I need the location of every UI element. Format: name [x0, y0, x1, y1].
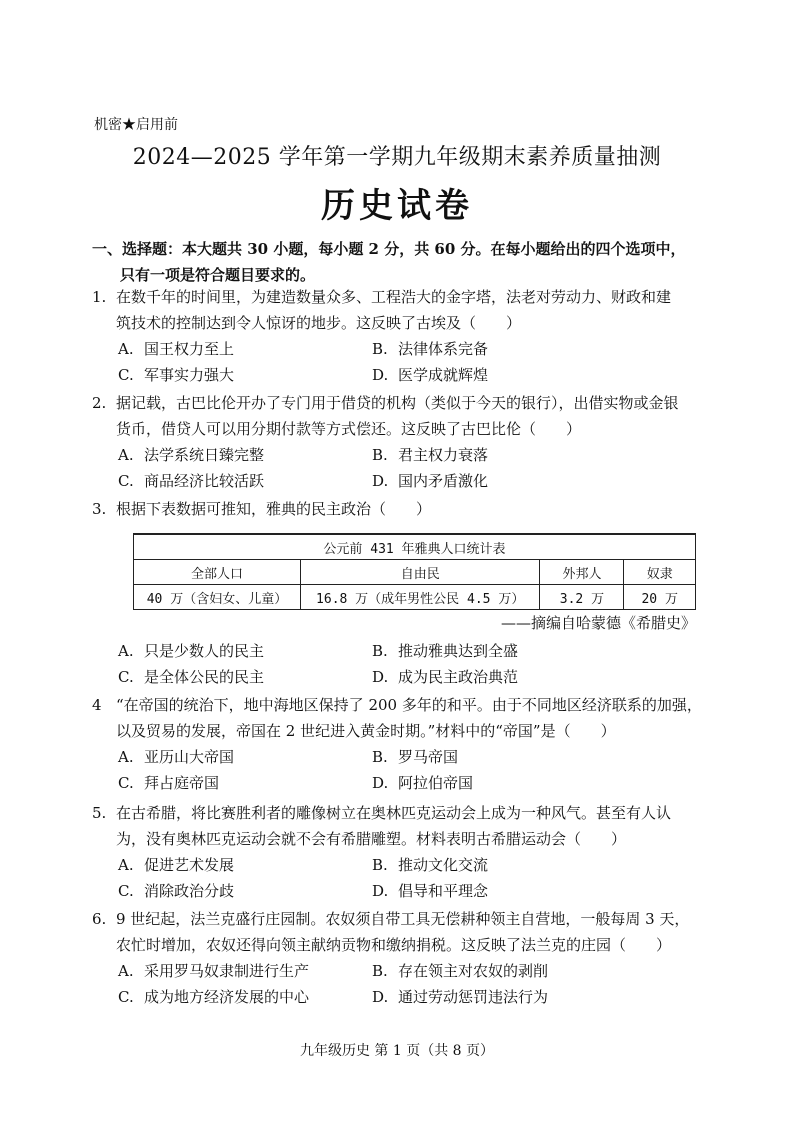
- question-text: 据记载，古巴比伦开办了专门用于借贷的机构（类似于今天的银行），出借实物或金银: [116, 394, 679, 412]
- option-letter: B.: [372, 340, 388, 358]
- section-instructions: [92, 236, 686, 288]
- option-letter: C.: [118, 774, 134, 792]
- question-number: 4: [92, 696, 102, 714]
- question-3: [92, 496, 431, 522]
- option-text: 推动雅典达到全盛: [398, 642, 519, 660]
- option-a: [118, 442, 264, 468]
- option-letter: B.: [372, 962, 388, 980]
- question-number: 6.: [92, 910, 107, 928]
- option-text: 成为民主政治典范: [398, 668, 519, 686]
- option-letter: D.: [372, 774, 389, 792]
- option-letter: C.: [118, 366, 134, 384]
- table-caption: 公元前 431 年雅典人口统计表: [134, 534, 696, 560]
- question-text: 农忙时增加，农奴还得向领主献纳贡物和缴纳捐税。这反映了法兰克的庄园（ ）: [116, 936, 672, 954]
- option-text: 消除政治分歧: [144, 882, 235, 900]
- question-1: [92, 284, 671, 336]
- option-text: 阿拉伯帝国: [398, 774, 474, 792]
- option-letter: D.: [372, 988, 389, 1006]
- question-text: 以及贸易的发展，帝国在 2 世纪进入黄金时期。”材料中的“帝国”是（ ）: [116, 722, 616, 740]
- option-letter: D.: [372, 882, 389, 900]
- page-footer: 九年级历史 第 1 页（共 8 页）: [299, 1043, 495, 1059]
- option-text: 通过劳动惩罚违法行为: [398, 988, 549, 1006]
- question-text: 货币，借贷人可以用分期付款等方式偿还。这反映了古巴比伦（ ）: [116, 420, 582, 438]
- option-letter: A.: [118, 642, 134, 660]
- table-source: ——摘编自哈蒙德《希腊史》: [500, 614, 696, 632]
- option-letter: C.: [118, 988, 134, 1006]
- option-text: 促进艺术发展: [144, 856, 235, 874]
- option-text: 是全体公民的民主: [144, 668, 265, 686]
- option-c: [118, 984, 309, 1010]
- option-text: 法律体系完备: [398, 340, 489, 358]
- option-letter: C.: [118, 472, 134, 490]
- section-line: 一、选择题：本大题共 30 小题，每小题 2 分，共 60 分。在每小题给出的四个选项中，: [92, 240, 686, 258]
- option-text: 法学系统日臻完整: [144, 446, 265, 464]
- option-text: 存在领主对农奴的剥削: [398, 962, 549, 980]
- option-text: 拜占庭帝国: [144, 774, 220, 792]
- question-text: 在古希腊，将比赛胜利者的雕像树立在奥林匹克运动会上成为一种风气。甚至有人认: [116, 804, 672, 822]
- option-letter: C.: [118, 882, 134, 900]
- table-cell: 40 万（含妇女、儿童）: [134, 585, 301, 610]
- option-text: 只是少数人的民主: [144, 642, 265, 660]
- option-text: 推动文化交流: [398, 856, 489, 874]
- table-cell: 3.2 万: [540, 585, 624, 610]
- option-c: [118, 468, 264, 494]
- option-b: [372, 336, 488, 362]
- option-text: 亚历山大帝国: [144, 748, 235, 766]
- option-text: 商品经济比较活跃: [144, 472, 265, 490]
- option-letter: C.: [118, 668, 134, 686]
- option-d: [372, 984, 548, 1010]
- option-a: [118, 852, 234, 878]
- option-text: 国内矛盾激化: [398, 472, 489, 490]
- option-c: [118, 770, 219, 796]
- option-a: [118, 638, 264, 664]
- option-text: 成为地方经济发展的中心: [144, 988, 310, 1006]
- question-number: 2.: [92, 394, 107, 412]
- table-caption-row: [134, 534, 696, 560]
- table-cell: 16.8 万（成年男性公民 4.5 万）: [300, 585, 540, 610]
- option-d: [372, 362, 488, 388]
- option-a: [118, 744, 234, 770]
- option-d: [372, 664, 518, 690]
- question-number: 5.: [92, 804, 107, 822]
- option-letter: B.: [372, 642, 388, 660]
- question-text: 根据下表数据可推知，雅典的民主政治（ ）: [116, 500, 432, 518]
- section-line: 只有一项是符合题目要求的。: [120, 266, 316, 284]
- question-text: 在数千年的时间里，为建造数量众多、工程浩大的金字塔，法老对劳动力、财政和建: [116, 288, 672, 306]
- table-header-row: [134, 560, 696, 585]
- option-letter: A.: [118, 446, 134, 464]
- option-letter: D.: [372, 472, 389, 490]
- option-letter: D.: [372, 366, 389, 384]
- option-letter: A.: [118, 856, 134, 874]
- table-header: 奴隶: [624, 560, 696, 585]
- option-b: [372, 744, 458, 770]
- option-letter: A.: [118, 340, 134, 358]
- confidential-label: 机密★启用前: [94, 117, 178, 133]
- option-d: [372, 770, 473, 796]
- option-text: 罗马帝国: [398, 748, 459, 766]
- option-a: [118, 336, 234, 362]
- option-letter: B.: [372, 748, 388, 766]
- option-text: 军事实力强大: [144, 366, 235, 384]
- option-b: [372, 852, 488, 878]
- option-b: [372, 958, 548, 984]
- question-6: [92, 906, 689, 958]
- option-letter: A.: [118, 962, 134, 980]
- option-a: [118, 958, 309, 984]
- table-row: [134, 585, 696, 610]
- option-text: 君主权力衰落: [398, 446, 489, 464]
- option-d: [372, 468, 488, 494]
- exam-subtitle: 2024—2025 学年第一学期九年级期末素养质量抽测: [132, 145, 662, 170]
- option-c: [118, 878, 234, 904]
- question-4: [92, 692, 702, 744]
- table-header: 全部人口: [134, 560, 301, 585]
- option-c: [118, 664, 264, 690]
- question-number: 3.: [92, 500, 107, 518]
- table-cell: 20 万: [624, 585, 696, 610]
- option-b: [372, 638, 518, 664]
- question-text: 筑技术的控制达到令人惊讶的地步。这反映了古埃及（ ）: [116, 314, 522, 332]
- option-text: 倡导和平理念: [398, 882, 489, 900]
- option-d: [372, 878, 488, 904]
- question-text: “在帝国的统治下，地中海地区保持了 200 多年的和平。由于不同地区经济联系的加强，: [116, 696, 702, 714]
- option-letter: B.: [372, 856, 388, 874]
- option-letter: A.: [118, 748, 134, 766]
- option-text: 国王权力至上: [144, 340, 235, 358]
- question-5: [92, 800, 671, 852]
- option-letter: B.: [372, 446, 388, 464]
- question-number: 1.: [92, 288, 107, 306]
- option-c: [118, 362, 234, 388]
- question-text: 为，没有奥林匹克运动会就不会有希腊雕塑。材料表明古希腊运动会（ ）: [116, 830, 627, 848]
- exam-title: 历史试卷: [321, 186, 473, 226]
- option-b: [372, 442, 488, 468]
- table-header: 自由民: [300, 560, 540, 585]
- option-letter: D.: [372, 668, 389, 686]
- option-text: 医学成就辉煌: [398, 366, 489, 384]
- population-table: [133, 533, 696, 610]
- option-text: 采用罗马奴隶制进行生产: [144, 962, 310, 980]
- question-2: [92, 390, 679, 442]
- question-text: 9 世纪起，法兰克盛行庄园制。农奴须自带工具无偿耕种领主自营地，一般每周 3 天，: [116, 910, 690, 928]
- table-header: 外邦人: [540, 560, 624, 585]
